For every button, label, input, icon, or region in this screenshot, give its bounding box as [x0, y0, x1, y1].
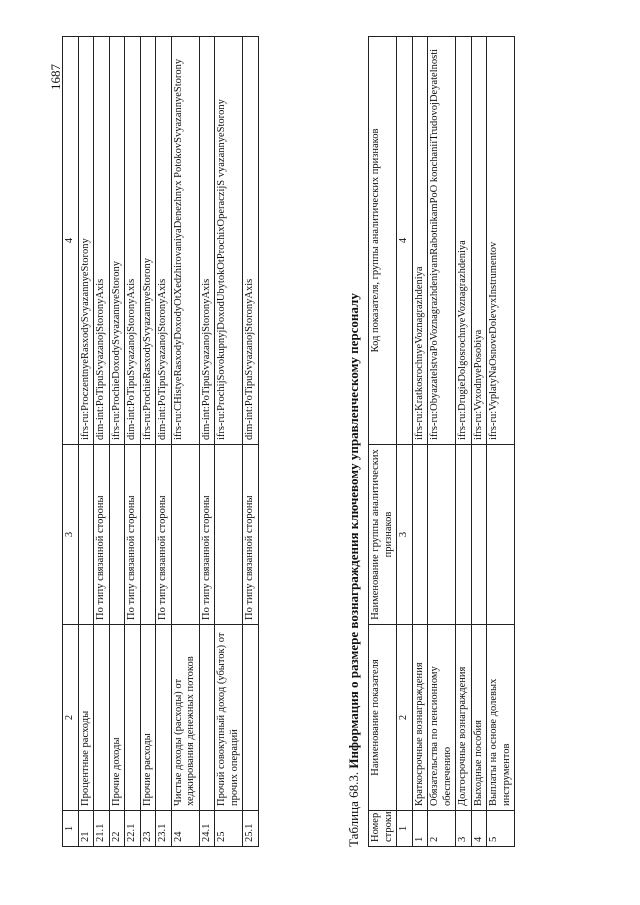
- header-num-cell: 2: [397, 625, 413, 811]
- table-cell: ifrs-ru:ProchijSovokupnyjDoxodUbytokOtProchixOperaczijS vyazannyeStorony: [215, 37, 243, 445]
- table-cell: [412, 445, 428, 625]
- table-cell: ifrs-ru:CHistyeRasxodyDoxodyOtXedzhirovaniyaDenezhnyx PotokovSvyazannyeStorony: [171, 37, 199, 445]
- table-cell: Прочие доходы: [109, 625, 125, 811]
- header-cell: Наименование группы аналитических признаков: [369, 445, 397, 625]
- table-cell: 25.1: [243, 811, 259, 847]
- caption-title: Информация о размере вознаграждения ключевому управленческому персоналу: [346, 293, 361, 769]
- table-row: [487, 37, 515, 847]
- table-row: [94, 37, 110, 847]
- table-row: [156, 37, 172, 847]
- header-cell: Код показателя, группы аналитических признаков: [369, 37, 397, 445]
- table-row: [243, 37, 259, 847]
- table-cell: ifrs-ru:VyxodnyePosobiya: [471, 37, 487, 445]
- table-cell: Процентные расходы: [78, 625, 94, 811]
- caption-prefix: Таблица 68.3.: [346, 768, 361, 847]
- table-cell: 24.1: [199, 811, 215, 847]
- header-cell: Наименование показателя: [369, 625, 397, 811]
- table-cell: По типу связанной стороны: [125, 445, 141, 625]
- header-cell: Номер строки: [369, 811, 397, 847]
- table-cell: По типу связанной стороны: [243, 445, 259, 625]
- table-cell: ifrs-ru:ProchieRasxodySvyazannyeStorony: [140, 37, 156, 445]
- header-num-cell: 3: [397, 445, 413, 625]
- table-row: [456, 37, 472, 847]
- table-header-row: [63, 37, 79, 847]
- table-row: [125, 37, 141, 847]
- table-row: [471, 37, 487, 847]
- table-cell: Выходные пособия: [471, 625, 487, 811]
- table-cell: Прочий совокупный доход (убыток) от прочих операций: [215, 625, 243, 811]
- table-cell: 24: [171, 811, 199, 847]
- table-cell: 5: [487, 811, 515, 847]
- table-cell: Чистые доходы (расходы) от хеджирования денежных потоков: [171, 625, 199, 811]
- page-number: 1687: [48, 64, 63, 90]
- table-cell: 22.1: [125, 811, 141, 847]
- table-cell: dim-int:PoTipuSvyazanojStoronyAxis: [243, 37, 259, 445]
- table-cell: Краткосрочные вознаграждения: [412, 625, 428, 811]
- table-cell: [243, 625, 259, 811]
- table-cell: [109, 445, 125, 625]
- table-cell: По типу связанной стороны: [94, 445, 110, 625]
- table-cell: ifrs-ru:KratkosrochnyeVoznagrazhdeniya: [412, 37, 428, 445]
- table-cell: ifrs-ru:ProczentnyeRasxodySvyazannyeStorony: [78, 37, 94, 445]
- table-row: [412, 37, 428, 847]
- table-cell: [199, 625, 215, 811]
- table-cell: ifrs-ru:ObyazatelstvaPoVoznagrazhdeniyamRabotnikamPoO konchaniiTrudovojDeyatelnosti: [428, 37, 456, 445]
- table-cell: [487, 445, 515, 625]
- header-num-cell: 1: [397, 811, 413, 847]
- table-cell: dim-int:PoTipuSvyazanojStoronyAxis: [156, 37, 172, 445]
- table-cell: 23.1: [156, 811, 172, 847]
- table-row: [215, 37, 243, 847]
- key-personnel-table: [368, 36, 515, 847]
- table-cell: [456, 445, 472, 625]
- table-row: [171, 37, 199, 847]
- table-header-num-row: [397, 37, 413, 847]
- table-row: [140, 37, 156, 847]
- header-cell: 2: [63, 625, 79, 811]
- table-cell: ifrs-ru:ProchieDoxodySvyazannyeStorony: [109, 37, 125, 445]
- table-cell: 3: [456, 811, 472, 847]
- table-cell: [171, 445, 199, 625]
- table-cell: [125, 625, 141, 811]
- table-cell: [94, 625, 110, 811]
- table-row: [78, 37, 94, 847]
- table-cell: dim-int:PoTipuSvyazanojStoronyAxis: [125, 37, 141, 445]
- table-cell: Долгосрочные вознаграждения: [456, 625, 472, 811]
- table-cell: 25: [215, 811, 243, 847]
- table-cell: ifrs-ru:VyplatyNaOsnoveDolevyxInstrumentov: [487, 37, 515, 445]
- related-party-table: [62, 36, 259, 847]
- table-cell: [140, 445, 156, 625]
- table-cell: [156, 625, 172, 811]
- table-cell: 21: [78, 811, 94, 847]
- table-caption: [346, 293, 362, 847]
- table-cell: По типу связанной стороны: [156, 445, 172, 625]
- table-row: [109, 37, 125, 847]
- header-cell: 1: [63, 811, 79, 847]
- header-cell: 4: [63, 37, 79, 445]
- table-cell: dim-int:PoTipuSvyazanojStoronyAxis: [199, 37, 215, 445]
- table-cell: 21.1: [94, 811, 110, 847]
- table-cell: 2: [428, 811, 456, 847]
- table-cell: 1: [412, 811, 428, 847]
- header-num-cell: 4: [397, 37, 413, 445]
- table-cell: 22: [109, 811, 125, 847]
- table-cell: ifrs-ru:DrugieDolgosrochnyeVoznagrazhdeniya: [456, 37, 472, 445]
- table-cell: Выплаты на основе долевых инструментов: [487, 625, 515, 811]
- table-cell: Прочие расходы: [140, 625, 156, 811]
- header-cell: 3: [63, 445, 79, 625]
- table-cell: 23: [140, 811, 156, 847]
- table-cell: dim-int:PoTipuSvyazanojStoronyAxis: [94, 37, 110, 445]
- table-cell: Обязательства по пенсионному обеспечению: [428, 625, 456, 811]
- table-cell: 4: [471, 811, 487, 847]
- table-cell: [428, 445, 456, 625]
- table-row: [428, 37, 456, 847]
- table-cell: [78, 445, 94, 625]
- table-cell: По типу связанной стороны: [199, 445, 215, 625]
- table-cell: [471, 445, 487, 625]
- table-row: [199, 37, 215, 847]
- table-header-row: [369, 37, 397, 847]
- table-cell: [215, 445, 243, 625]
